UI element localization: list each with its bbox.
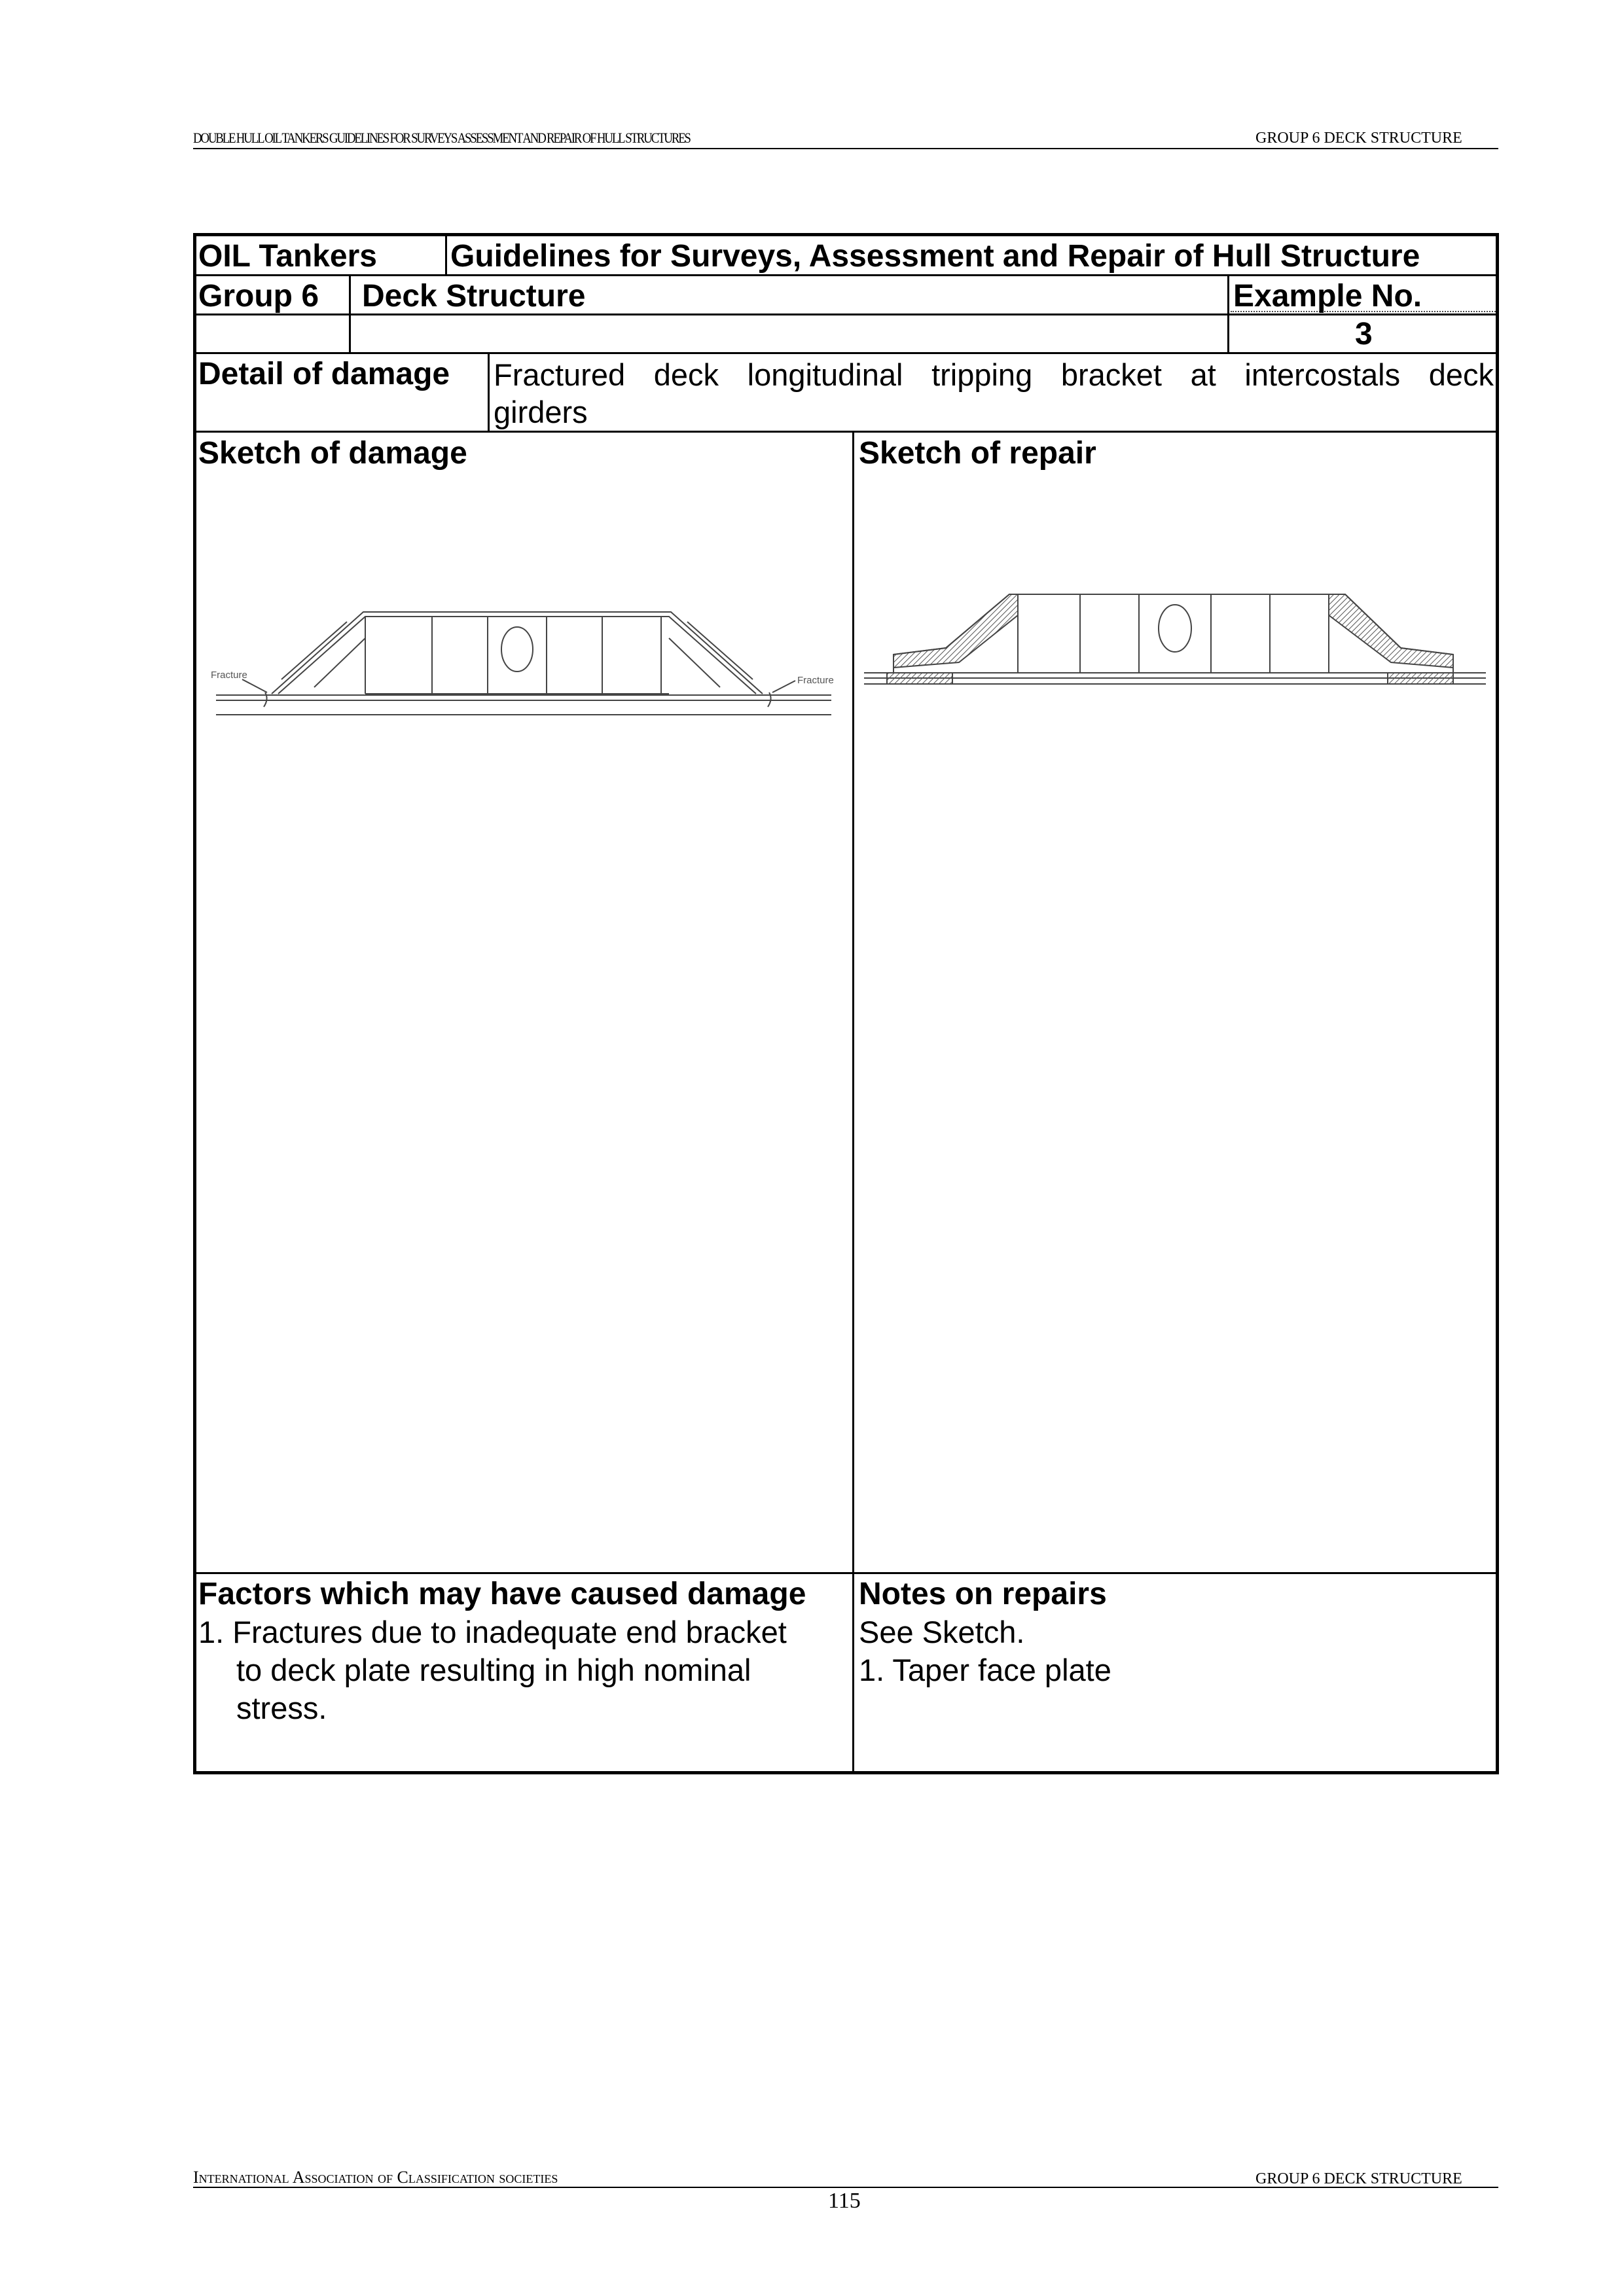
detail-line-2: girders (494, 395, 588, 429)
bracket-face-plate (278, 617, 756, 694)
detail-word-3: longitudinal (747, 357, 903, 392)
detail-word-6: at (1190, 357, 1216, 392)
oil-tankers-label: OIL Tankers (198, 239, 377, 274)
factors-heading: Factors which may have caused damage (198, 1577, 806, 1611)
example-no-label: Example No. (1233, 279, 1422, 314)
running-header-left: DOUBLE HULL OIL TANKERS GUIDELINES FOR SURVEYS ASSESSMENT AND REPAIR OF HULL STRUCTURES (193, 130, 690, 146)
row-rule-1 (195, 274, 1497, 276)
notes-line-2: 1. Taper face plate (859, 1653, 1111, 1687)
header-rule (193, 148, 1498, 149)
detail-line-1 (494, 357, 1494, 393)
col-rule-example (1227, 276, 1229, 353)
col-rule-detail (488, 353, 490, 432)
factors-line-1: 1. Fractures due to inadequate end bracket (198, 1615, 787, 1649)
lightening-hole (1159, 605, 1191, 652)
girder-outline (272, 612, 763, 694)
lightening-hole (501, 627, 533, 672)
deck-insert-right (1388, 673, 1453, 684)
damage-sketch (209, 602, 838, 733)
page-number: 115 (828, 2189, 861, 2213)
detail-word-5: bracket (1060, 357, 1162, 392)
factors-line-3: stress. (236, 1691, 327, 1725)
notes-line-1: See Sketch. (859, 1615, 1025, 1649)
row-rule-3 (195, 352, 1497, 354)
fracture-label-right: Fracture (797, 675, 834, 686)
col-rule-group (349, 276, 351, 353)
factors-line-2: to deck plate resulting in high nominal (236, 1653, 751, 1687)
row-rule-4 (195, 431, 1497, 433)
col-rule-oil-tankers (445, 235, 447, 276)
tapered-face-plate-right (1329, 594, 1453, 668)
sketch-of-damage-label: Sketch of damage (198, 436, 467, 471)
deck-structure-label: Deck Structure (362, 279, 586, 314)
footer-right: GROUP 6 DECK STRUCTURE (1255, 2170, 1462, 2187)
tapered-face-plate-left (893, 594, 1018, 668)
group-label: Group 6 (198, 279, 319, 314)
detail-of-damage-label: Detail of damage (198, 357, 450, 391)
detail-word-4: tripping (931, 357, 1033, 392)
row-rule-5 (195, 1572, 1497, 1574)
deck-insert-left (887, 673, 952, 684)
notes-heading: Notes on repairs (859, 1577, 1107, 1611)
detail-word-1: Fractured (494, 357, 626, 392)
col-rule-center (852, 432, 854, 1772)
sketch-of-repair-label: Sketch of repair (859, 436, 1096, 471)
detail-word-2: deck (653, 357, 719, 392)
footer-left: International Association of Classification societies (193, 2168, 558, 2187)
example-number: 3 (1355, 317, 1373, 351)
guidelines-title: Guidelines for Surveys, Assessment and Repair of Hull Structure (450, 239, 1420, 274)
detail-word-7: intercostals (1244, 357, 1401, 392)
fracture-label-left: Fracture (211, 670, 247, 681)
running-header-right: GROUP 6 DECK STRUCTURE (1255, 130, 1462, 147)
detail-word-8: deck (1428, 357, 1494, 392)
repair-sketch (857, 576, 1492, 707)
